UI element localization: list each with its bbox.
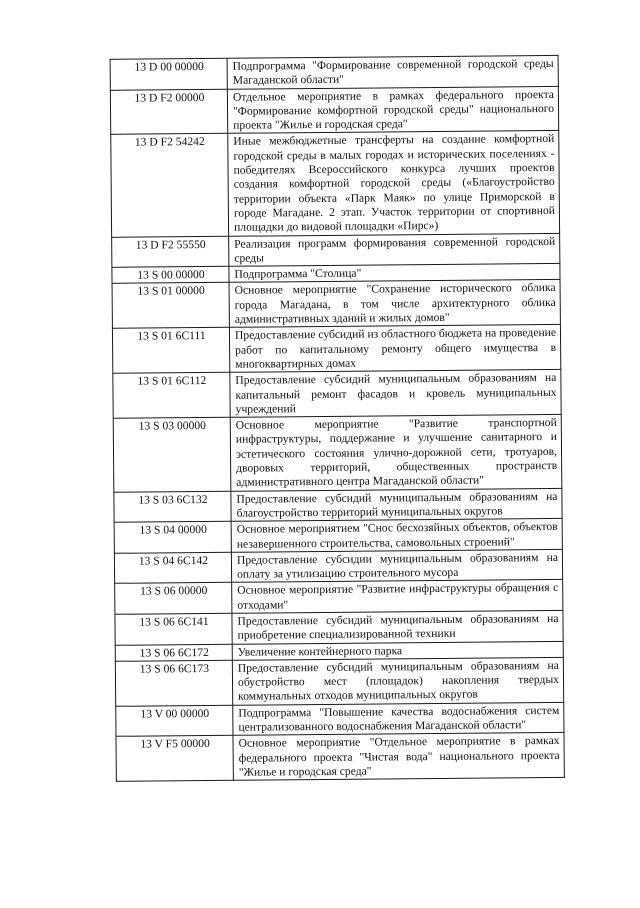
- budget-code-cell: 13 S 06 6С173: [115, 660, 232, 706]
- table-body: [110, 55, 564, 781]
- table-row: [112, 233, 560, 268]
- table-row: [116, 733, 564, 782]
- table-row: [115, 610, 563, 645]
- table-row: [113, 370, 561, 419]
- table-row: [114, 488, 562, 523]
- budget-code-cell: 13 D F2 54242: [111, 134, 229, 237]
- table-row: [114, 519, 562, 554]
- description-cell: Реализация программ формирования современной городской среды: [229, 233, 560, 266]
- budget-code-cell: 13 S 00 00000: [112, 266, 229, 283]
- description-cell: Основное мероприятием "Снос бесхозяйных объектов, объектов незавершенного строительства, самовольных строений": [231, 519, 562, 552]
- budget-code-cell: 13 D F2 55550: [112, 236, 229, 268]
- budget-code-cell: 13 S 03 6С132: [114, 491, 231, 523]
- budget-code-cell: 13 S 06 6С141: [115, 613, 232, 645]
- description-cell: Предоставление субсидий муниципальным образованиям на приобретение специализированной техники: [232, 610, 563, 643]
- description-cell: Предоставление субсидий из областного бюджета на проведение работ по капитальному ремонту общего имущества в многоквартирных домах: [229, 325, 560, 373]
- table-row: [111, 131, 560, 237]
- table-row: [116, 702, 564, 737]
- description-cell: Подпрограмма "Повышение качества водоснабжения систем централизованного водоснабжения Магаданской области": [233, 702, 564, 735]
- table-row: [112, 325, 560, 374]
- budget-code-cell: 13 S 04 6С142: [114, 552, 231, 584]
- budget-code-cell: 13 S 04 00000: [114, 521, 231, 553]
- description-cell: Основное мероприятие "Развитие инфраструктуры обращения с отходами": [232, 580, 563, 613]
- description-cell: Предоставление субсидий муниципальным образованиям на благоустройство территорий муниципальных округов: [231, 488, 562, 521]
- table-row: [110, 86, 558, 135]
- budget-code-cell: 13 S 06 6С172: [115, 644, 232, 661]
- budget-code-cell: 13 S 01 6С112: [113, 373, 230, 419]
- budget-code-cell: 13 S 06 00000: [115, 583, 232, 615]
- description-cell: Основное мероприятие "Развитие транспортной инфраструктуры, поддержание и улучшение санитарного и эстетического состояния улично-дорожной сети, тротуаров, дворовых территорий, общественных пространств административного центра Магаданской области": [230, 415, 562, 491]
- description-cell: Предоставление субсидий муниципальным образованиям на обустройство мест (площадок) накопления твердых коммунальных отходов муниципальных округов: [232, 657, 563, 705]
- table-row: [110, 55, 558, 90]
- budget-code-cell: 13 D 00 00000: [110, 58, 227, 90]
- description-cell: Основное мероприятие "Сохранение исторического облика города Магадана, в том числе архитектурного облика административных зданий и жилых домов": [229, 280, 560, 328]
- description-cell: Подпрограмма "Формирование современной городской среды Магаданской области": [227, 55, 558, 88]
- table-row: [115, 580, 563, 615]
- budget-code-cell: 13 D F2 00000: [110, 89, 227, 135]
- budget-code-cell: 13 S 01 00000: [112, 283, 229, 329]
- table-row: [112, 280, 560, 329]
- table-row: [115, 657, 563, 706]
- description-cell: Подпрограмма "Столица": [229, 264, 560, 283]
- description-cell: Увеличение контейнерного парка: [232, 641, 563, 660]
- description-cell: Иные межбюджетные трансферты на создание комфортной городской среды в малых городах и исторических поселениях - победителях Всероссийского конкурса лучших проектов создания комфортной городской среды («Благоустройство территории объекта «Парк Маяк» по улице Приморской в городе Магадане. 2 этап. Участок территории от спортивной площадки до видовой площадки «Пирс»): [228, 131, 560, 236]
- budget-code-cell: 13 S 03 00000: [113, 417, 231, 492]
- description-cell: Предоставление субсидии муниципальным образованиям на оплату за утилизацию строительного мусора: [231, 549, 562, 582]
- description-cell: Предоставление субсидий муниципальным образованиям на капитальный ремонт фасадов и кровель муниципальных учреждений: [230, 370, 561, 418]
- table-row: [114, 549, 562, 584]
- budget-code-cell: 13 V F5 00000: [116, 736, 233, 782]
- budget-code-cell: 13 S 01 6С111: [112, 328, 229, 374]
- budget-code-cell: 13 V 00 00000: [116, 705, 233, 737]
- description-cell: Отдельное мероприятие в рамках федерального проекта "Формирование комфортной городской среды" национального проекта "Жилье и городская среда": [227, 86, 558, 134]
- description-cell: Основное мероприятие "Отдельное мероприятие в рамках федерального проекта "Чистая вода" национального проекта "Жилье и городская среда": [233, 733, 564, 781]
- budget-codes-table: [110, 55, 565, 782]
- table-row: [113, 415, 562, 492]
